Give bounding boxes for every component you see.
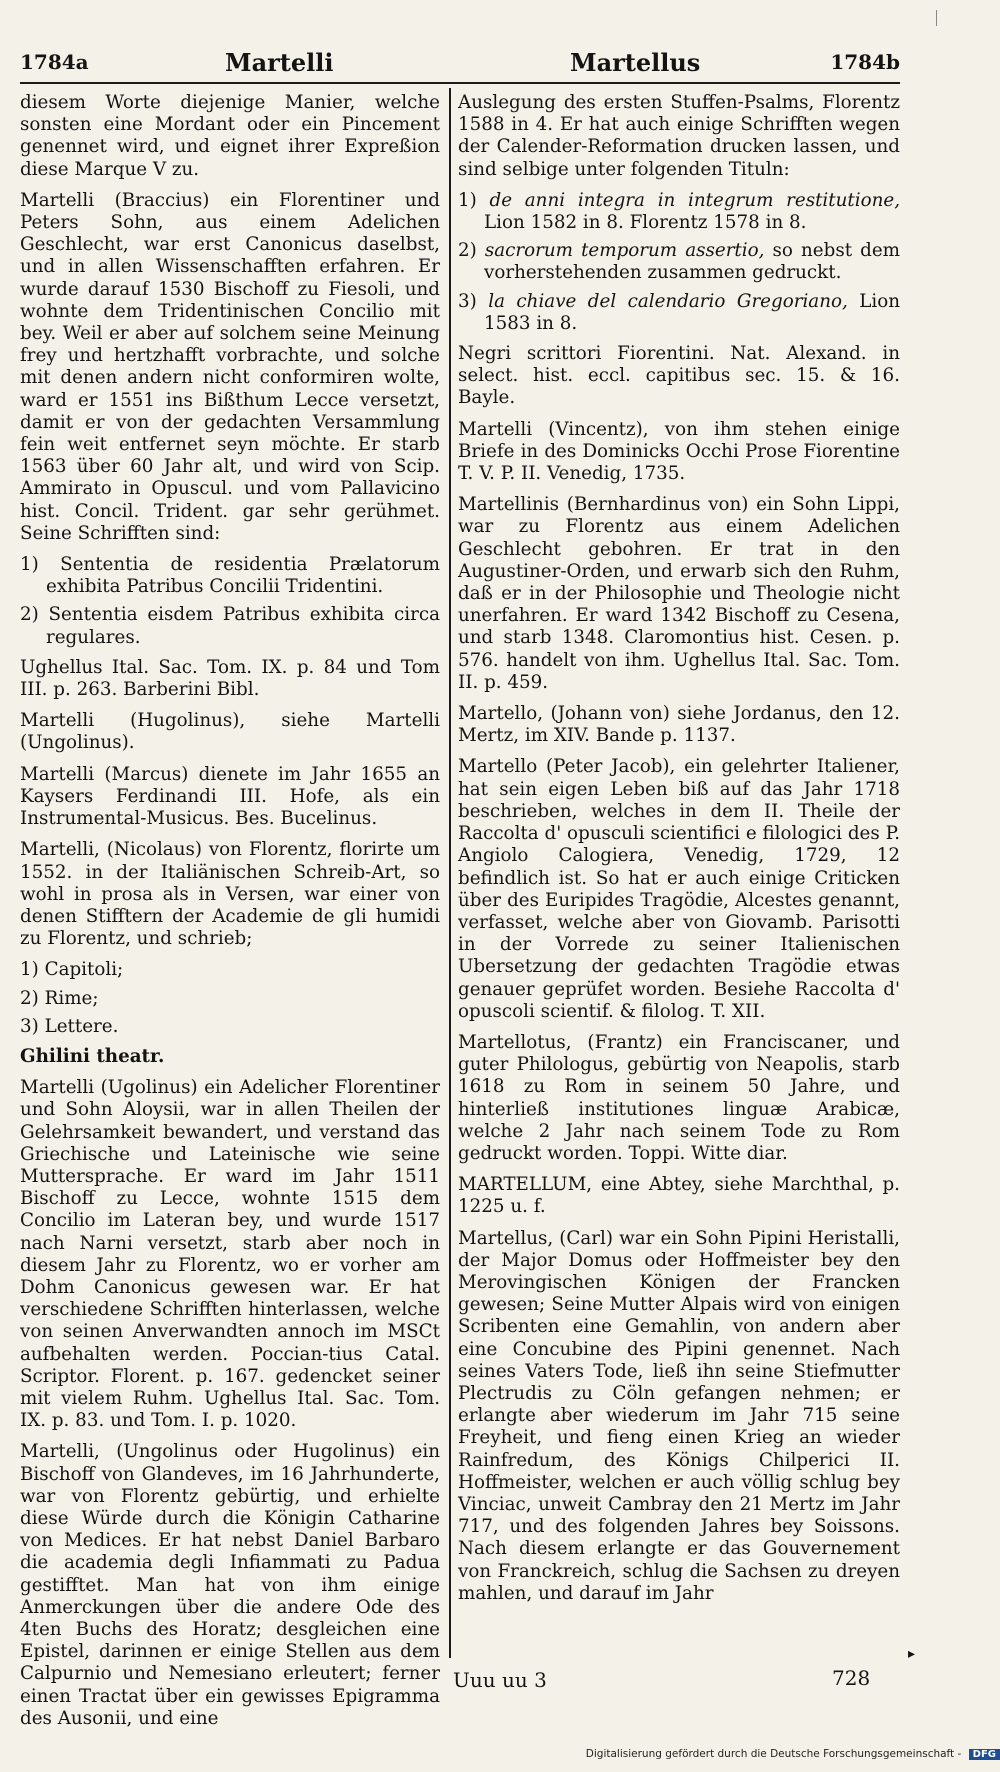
entry-martelli-ugolinus: Martelli (Ugolinus) ein Adelicher Florentiner und Sohn Aloysii, war in allen Theilen der Gelehrsamkeit bewandert, und verstand das Griechische und Lateinische wie seine Muttersprache. Er ward im Jahr 1511 Bischoff zu Lecce, wohnte 1515 dem Concilio im Lateran bey, und wurde 1517 nach Narni versetzt, starb aber noch in diesem Jahr zu Florentz, wo er vorher am Dohm Canonicus gewesen war. Er hat verschiedene Schrifften hinterlassen, welche von seinen Anverwandten annoch im MSCt aufbehalten werden. Poccian-tius Catal. Scriptor. Florent. p. 167. gedencket seiner mit vielem Ruhm. Ughellus Ital. Sac. Tom. IX. p. 83. und Tom. I. p. 1020. (20, 1077, 440, 1432)
catchword-mark: ▸ (908, 1646, 916, 1662)
item-text: Sententia eisdem Patribus exhibita circa regulares. (46, 604, 440, 648)
page-header (20, 50, 900, 78)
item-number: 1) (20, 959, 39, 981)
entry-text: diesem Worte diejenige Manier, welche sonsten eine Mordant oder ein Pincement genennet wird, und eignet ihrer Expreßion diese Marque V zu. (20, 92, 440, 180)
list-item (20, 554, 440, 598)
list-item (458, 291, 900, 335)
item-number: 3) (20, 1015, 39, 1037)
item-title: sacrorum temporum assertio, (484, 240, 765, 262)
entry-martellus-carl: Martellus, (Carl) war ein Sohn Pipini Heristalli, der Major Domus oder Hoffmeister bey den Merovingischen Königen der Francken gewesen; Seine Mutter Alpais wird von einigen Scribenten eine Gemahlin, von andern aber eine Concubine des Pipini genennet. Nach seines Vaters Tode, ließ ihn seine Stiefmutter Plectrudis zu Cöln gefangen nehmen; er erlangte aber wiederum im Jahr 715 seine Freyheit, und fieng einen Krieg an wieder Rainfredum, des Königs Chilperici II. Hoffmeister, welchen er auch völlig schlug bey Vinciac, unweit Cambray den 21 Mertz im Jahr 717, und des folgenden Jahres bey Soissons. Nach diesem erlangte er das Gouvernement von Franckreich, schlug die Sachsen zu dreyen mahlen, und darauf im Jahr (458, 1227, 900, 1604)
item-number: 1) (458, 189, 477, 211)
entry-martelli-ungolinus: Martelli, (Ungolinus oder Hugolinus) ein Bischoff von Glandeves, im 16 Jahrhunderte, war von Florentz gebürtig, und erhielte diese Würde durch die Königin Catharine von Medices. Er hat nebst Daniel Barbaro die academia degli Infiammati zu Padua gestifftet. Man hat von ihm einige Anmerckungen über die andere Ode des 4ten Buchs des Horatz; desgleichen eine Epistel, darinnen er einige Stellen aus dem Calpurnio und Nemesiano erleutert; ferner einen Tractat über ein gewisses Epigramma des Ausonii, und eine (20, 1441, 440, 1729)
item-text: Rime; (44, 987, 99, 1009)
list-item (20, 604, 440, 648)
left-column (20, 92, 440, 1739)
item-text: Sententia de residentia Prælatorum exhibita Patribus Concilii Tridentini. (46, 554, 441, 598)
entry-martelli-hugolinus: Martelli (Hugolinus), siehe Martelli (Ungolinus). (20, 710, 440, 754)
list-item (458, 190, 900, 234)
list-item (458, 240, 900, 284)
entry-martelli-braccius: Martelli (Braccius) ein Florentiner und Peters Sohn, aus einem Adelichen Geschlecht, war erst Canonicus daselbst, und in allen Wissenschafften erfahren. Er wurde darauf 1530 Bischoff zu Fiesoli, und wohnte dem Tridentinischen Concilio mit bey. Weil er aber auf solchem seine Meinung frey und hertzhafft vorbrachte, und solche mit denen andern nicht conformiren wolte, ward er 1551 ins Bißthum Lecce versetzt, damit er von der gedachten Versammlung fein weit entfernet seyn möchte. Er starb 1563 über 60 Jahr alt, und wird von Scip. Ammirato in Opuscul. und vom Pallavicino hist. Concil. Trident. gar sehr gerühmet. Seine Schrifften sind: (20, 189, 440, 544)
entry-martello-peter-jacob: Martello (Peter Jacob), ein gelehrter Italiener, hat sein eigen Leben biß auf das Jahr 1718 beschrieben, welches in dem II. Theile der Raccolta d' opusculi scientifici e filologici des P. Angiolo Calogiera, Venedig, 1729, 12 befindlich ist. So hat er auch einige Criticken über des Euripides Tragödie, Alcestes genannt, verfasset, welche aber von Giovamb. Parisotti in der Vorrede zu seiner Italienischen Ubersetzung der gedachten Tragödie etwas genauer geprüfet worden. Besiehe Raccolta d' opuscoli scientif. & filolog. T. XII. (458, 756, 900, 1022)
works-list (20, 959, 440, 1038)
list-item (20, 988, 440, 1010)
item-number: 1) (20, 554, 39, 576)
item-text: Lion 1582 in 8. Florentz 1578 in 8. (484, 212, 807, 234)
signature-mark: Uuu uu 3 (453, 1668, 547, 1692)
reference-text: Negri scrittori Fiorentini. Nat. Alexand. in select. hist. eccl. capitibus sec. 15. & 16. Bayle. (458, 343, 900, 409)
reference-text: Ghilini theatr. (20, 1045, 165, 1067)
entry-martelli-vincentz: Martelli (Vincentz), von ihm stehen einige Briefe in des Dominicks Occhi Prose Fiorentine T. V. P. II. Venedig, 1735. (458, 418, 900, 485)
item-number: 2) (20, 604, 39, 626)
running-head-left: Martelli (225, 48, 334, 77)
page-number: 728 (832, 1666, 871, 1690)
digitization-credit (560, 1748, 1000, 1766)
item-title: la chiave del calendario Gregoriano, (488, 290, 848, 312)
column-divider (449, 88, 451, 1658)
running-head-right: Martellus (570, 48, 701, 77)
header-rule (20, 82, 900, 84)
entry-martelli-nicolaus: Martelli, (Nicolaus) von Florentz, florirte um 1552. in der Italiänischen Schreib-Art, so wohl in prosa als in Versen, war einer von denen Stifftern der Academie de gli humidi zu Florentz, und schrieb; (20, 839, 440, 950)
item-text: Lion 1583 in 8. (484, 290, 901, 334)
entry-martellinis: Martellinis (Bernhardinus von) ein Sohn Lippi, war zu Florentz aus einem Adelichen Geschlecht gebohren. Er trat in den Augustiner-Orden, und erwarb sich den Ruhm, daß er in der Philosophie und Theologie nicht unerfahren. Er ward 1342 Bischoff zu Cesena, und starb 1348. Claromontius hist. Cesen. p. 576. handelt von ihm. Ughellus Ital. Sac. Tom. II. p. 459. (458, 494, 900, 693)
entry-martellum: MARTELLUM, eine Abtey, siehe Marchthal, p. 1225 u. f. (458, 1174, 900, 1218)
list-item (20, 1016, 440, 1038)
column-number-right: 1784b (830, 50, 900, 74)
item-number: 2) (20, 987, 39, 1009)
entry-text: Auslegung des ersten Stuffen-Psalms, Florentz 1588 in 4. Er hat auch einige Schrifften wegen der Calender-Reformation drucken lassen, und sind selbige unter folgenden Tituln: (458, 92, 900, 180)
item-number: 2) (458, 240, 477, 262)
entry-martello-johann: Martello, (Johann von) siehe Jordanus, den 12. Mertz, im XIV. Bande p. 1137. (458, 703, 900, 747)
column-number-left: 1784a (20, 50, 89, 74)
item-text: so nebst dem vorherstehenden zusammen gedruckt. (484, 240, 900, 284)
works-list (20, 554, 440, 649)
works-list (458, 190, 900, 335)
entry-martelli-marcus: Martelli (Marcus) dienete im Jahr 1655 an Kaysers Ferdinandi III. Hofe, als ein Instrumental-Musicus. Bes. Bucelinus. (20, 763, 440, 830)
reference-text: Ughellus Ital. Sac. Tom. IX. p. 84 und Tom III. p. 263. Barberini Bibl. (20, 656, 440, 701)
digitization-note: Digitalisierung gefördert durch die Deutsche Forschungsgemeinschaft - (585, 1748, 962, 1760)
item-title: de anni integra in integrum restitutione, (489, 189, 901, 211)
right-column (458, 92, 900, 1614)
entry-martellotus: Martellotus, (Frantz) ein Franciscaner, und guter Philologus, gebürtig von Neapolis, starb 1618 zu Rom in seinem 50 Jahre, und hinterließ institutiones linguæ Arabicæ, welche 2 Jahr nach seinem Tode zu Rom gedruckt worden. Toppi. Witte diar. (458, 1031, 900, 1164)
scan-edge-mark (936, 10, 937, 26)
list-item (20, 959, 440, 981)
item-text: Lettere. (44, 1015, 119, 1037)
dfg-logo: DFG (969, 1749, 1000, 1760)
item-number: 3) (458, 290, 477, 312)
item-text: Capitoli; (44, 959, 124, 981)
